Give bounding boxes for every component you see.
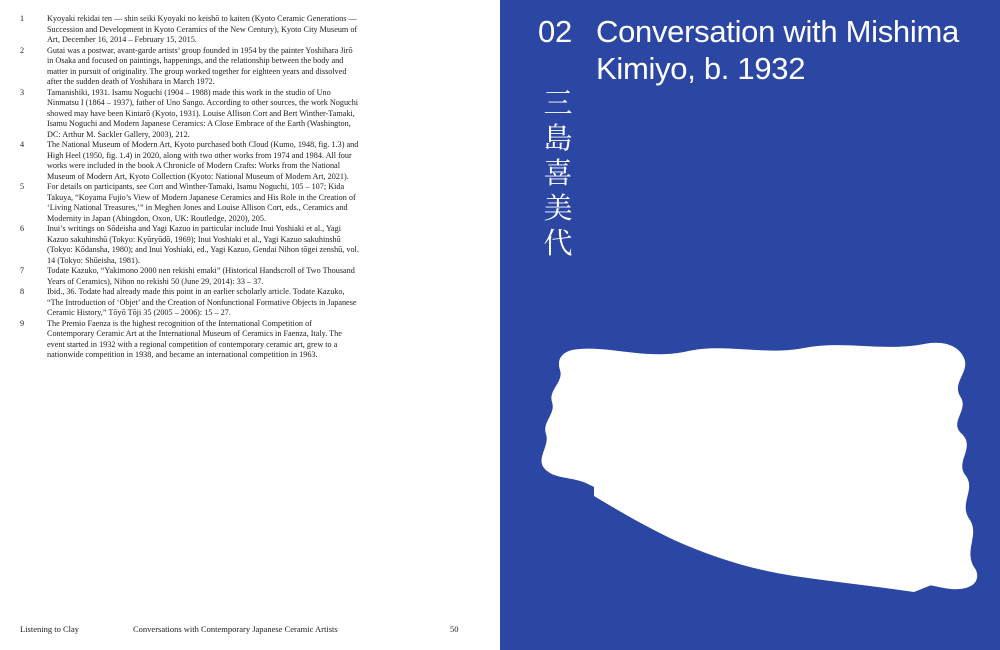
endnote-text: For details on participants, see Cort and Winther-Tamaki, Isamu Noguchi, 105 – 107; Kida Takuya, “Koyama Fujio’s View of Modern Japanese Ceramics and His Role in the Creation of ‘Living National Treasures,’” in Meghen Jones and Louise Allison Cort, eds., Ceramics and Modernity in Japan (Abingdon, Oxon, UK: Routledge, 2020), 205. <box>47 182 356 223</box>
endnote <box>20 182 360 224</box>
endnote <box>20 319 360 361</box>
endnote-text: The National Museum of Modern Art, Kyoto purchased both Cloud (Kumo, 1948, fig. 1.3) and High Heel (1950, fig. 1.4) in 2020, along with two other works from 1974 and 1984. All four works were included in the book A Chronicle of Modern Crafts: Works from the National Museum of Modern Art, Kyoto Collection (Kyoto: National Museum of Modern Art, 2021). <box>47 140 359 181</box>
endnote-text: Gutai was a postwar, avant-garde artists’ group founded in 1954 by the painter Yoshihara Jirō in Osaka and focused on paintings, happenings, and the relationship between the body and matter in pursuit of originality. The group worked together for eighteen years and dissolved after the sudden death of Yoshihara in March 1972. <box>47 45 353 86</box>
endnote-text: The Premio Faenza is the highest recognition of the International Competition of Contemporary Ceramic Art at the International Museum of Ceramics in Faenza, Italy. The event started in 1932 with a regional competition of contemporary ceramic art, grew to a nationwide competition in 1938, and became an international competition in 1963. <box>47 318 342 359</box>
chapter-number: 02 <box>538 14 572 49</box>
endnote <box>20 224 360 266</box>
endnotes-list <box>20 14 360 361</box>
endnote-text: Todate Kazuko, “Yakimono 2000 nen rekishi emaki” (Historical Handscroll of Two Thousand Years of Ceramics), Nihon no rekishi 50 (June 29, 2014): 33 – 37. <box>47 266 355 286</box>
endnote-text: Inui’s writings on Sōdeisha and Yagi Kazuo in particular include Inui Yoshiaki et al., Yagi Kazuo sakuhinshū (Tokyo: Kyūryūdō, 1969); Inui Yoshiaki et al., Yagi Kazuo sakuhinshū (Tokyo: Kōdansha, 1980); and Inui Yoshiaki, ed., Yagi Kazuo, Gendai Nihon tōgei zenshū, vol. 14 (Tokyo: Shūeisha, 1981). <box>47 224 359 265</box>
endnote-number: 7 <box>20 266 25 275</box>
artist-name-kanji: 三島喜美代 <box>543 86 573 260</box>
ceramic-silhouette-image <box>534 330 984 600</box>
endnote-number: 6 <box>20 224 25 233</box>
endnote-number: 2 <box>20 45 25 55</box>
endnote-number: 5 <box>20 182 25 191</box>
endnote <box>20 88 360 141</box>
endnote-number: 8 <box>20 287 25 296</box>
endnote-text: Ibid., 36. Todate had already made this point in an earlier scholarly article. Todate Kazuko, “The Introduction of ‘Objet’ and the Creation of Nonfunctional Formative Objects in Japanese Ceramic History,” Tōyō Tōji 35 (2005 – 2006): 15 – 27. <box>47 287 357 317</box>
endnote-number: 1 <box>20 14 25 23</box>
endnote-number: 4 <box>20 140 25 149</box>
right-page <box>500 0 1000 650</box>
endnote <box>20 140 360 182</box>
endnote <box>20 46 360 88</box>
endnote-number: 3 <box>20 87 25 97</box>
endnote <box>20 287 360 319</box>
endnote-text: Kyoyaki rekidai ten — shin seiki Kyoyaki no keishō to kaiten (Kyoto Ceramic Generations — Succession and Development in Kyoto Ceramics of the New Century), Kyoto City Museum of Art, December 16, 2014 – February 15, 2015. <box>47 14 358 44</box>
footer-subtitle: Conversations with Contemporary Japanese Ceramic Artists <box>133 624 338 634</box>
chapter-title: Conversation with Mishima Kimiyo, b. 1932 <box>596 14 959 86</box>
endnote <box>20 266 360 287</box>
footer-book-title: Listening to Clay <box>20 624 80 634</box>
page-number: 50 <box>450 624 459 634</box>
endnote-number: 9 <box>20 318 25 328</box>
endnote <box>20 14 360 46</box>
endnote-text: Tamanishiki, 1931. Isamu Noguchi (1904 – 1988) made this work in the studio of Uno Ninmatsu I (1864 – 1937), father of Uno Sango. According to other sources, the work Noguchi showed may have been Kintarō (Kyoto, 1931). Louise Allison Cort and Bert Winther-Tamaki, Isamu Noguchi and Modern Japanese Ceramics: A Close Embrace of the Earth (Washington, DC: Arthur M. Sackler Gallery, 2003), 212. <box>47 87 359 139</box>
